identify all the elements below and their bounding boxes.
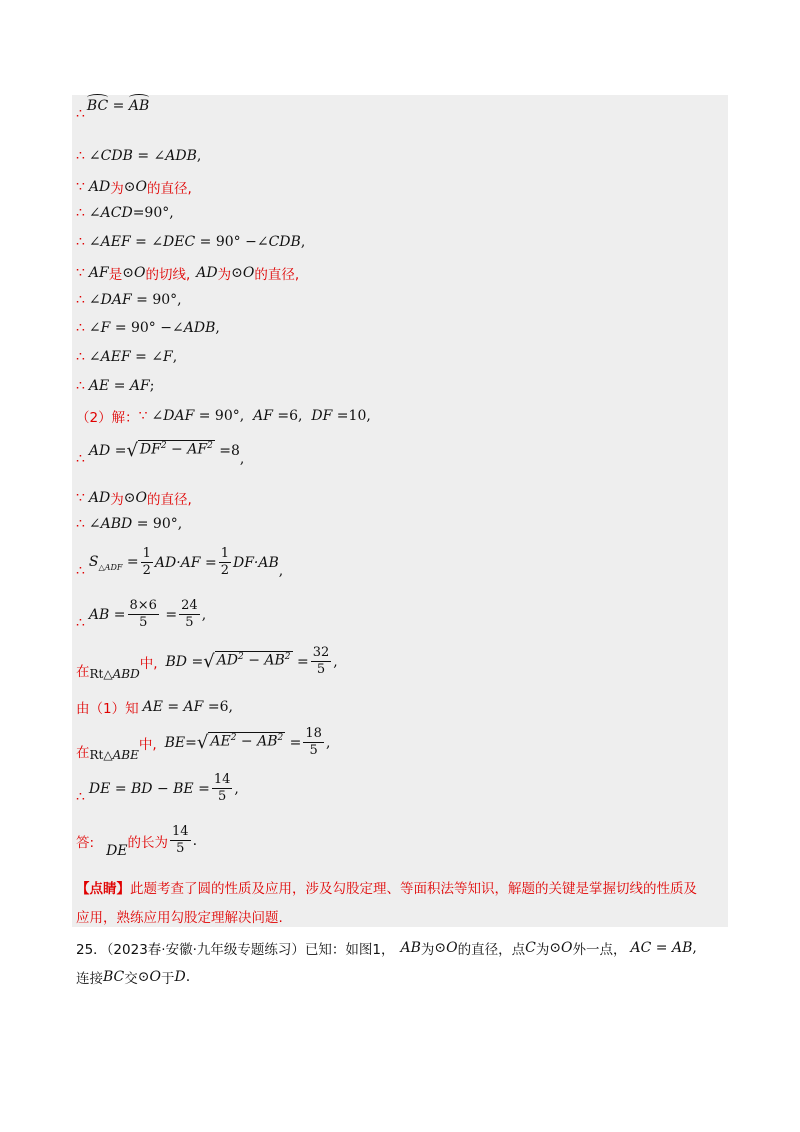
part2-abd-90: ∴ ∠ABD = 90° , (76, 516, 183, 532)
part2-bd-eq: 在 Rt△ ABD 中, BD = √ $AD^2 - AB^2$ = $\frac{32}{5}$ , (76, 645, 338, 681)
proof-line-7: ∴ ∠DAF = 90° , (76, 292, 182, 308)
proof-line-5: ∴ ∠AEF = ∠DEC = 90° − ∠CDB , (76, 234, 306, 250)
part2-ab-eq: ∴ AB = $\frac{8\times 6}{5}$ = $\frac{24}{5}$ , (76, 598, 207, 631)
proof-line-2: ∴ ∠CDB = ∠ADB , (76, 148, 202, 164)
part2-ad-eq: ∴ AD = √ $DF^2 - AF^2$ = 8 , (76, 440, 245, 467)
proof-line-3: ∵ AD 为 ⊙ O 的直径, (76, 179, 192, 197)
part2-be-eq: 在 Rt△ ABE 中, BE= √ $AE^2 - AB^2$ = $\frac{18}{5}$ , (76, 726, 331, 762)
comment-line-2: 应用，熟练应用勾股定理解决问题. (76, 910, 283, 926)
proof-line-1: ∴ BC = AB (76, 98, 150, 122)
proof-line-8: ∴ ∠F = 90° − ∠ADB , (76, 320, 220, 336)
part2-ae-af: 由（1）知 AE = AF = 6 , (76, 699, 233, 717)
part2-answer: 答: DE 的长为 $\frac{14}{5}$ . (76, 824, 198, 859)
proof-line-4: ∴ ∠ACD =90° , (76, 205, 174, 221)
proof-line-10: ∴ AE = AF ; (76, 378, 155, 394)
part2-de-eq: ∴ DE = BD − BE = $\frac{14}{5}$ , (76, 772, 239, 805)
part2-line-diameter: ∵ AD 为 ⊙ O 的直径, (76, 490, 192, 508)
question-25-line-1: 25．（2023春·安徽·九年级专题练习）已知：如图1， AB 为 ⊙ O 的直径，点 C 为 ⊙ O 外一点， AC = AB , (76, 940, 697, 958)
part2-given: （2）解： ∵ ∠DAF = 90° , AF = 6 , DF = 10 , (76, 408, 371, 426)
proof-line-9: ∴ ∠AEF = ∠F , (76, 349, 178, 365)
comment-line-1: 【点睛】 此题考查了圆的性质及应用，涉及勾股定理、等面积法等知识，解题的关键是掌握切线的性质及 (76, 881, 697, 897)
part2-area-eq: ∴ $S_{\triangle ADF}$ = $\frac{1}{2}$ AD·AF = $\frac{1}{2}$ DF·AB , (76, 546, 284, 579)
question-25-line-2: 连接 BC 交 ⊙ O 于 D . (76, 969, 191, 987)
proof-line-6: ∵ AF 是 ⊙ O 的切线, AD 为 ⊙ O 的直径, (76, 265, 300, 283)
